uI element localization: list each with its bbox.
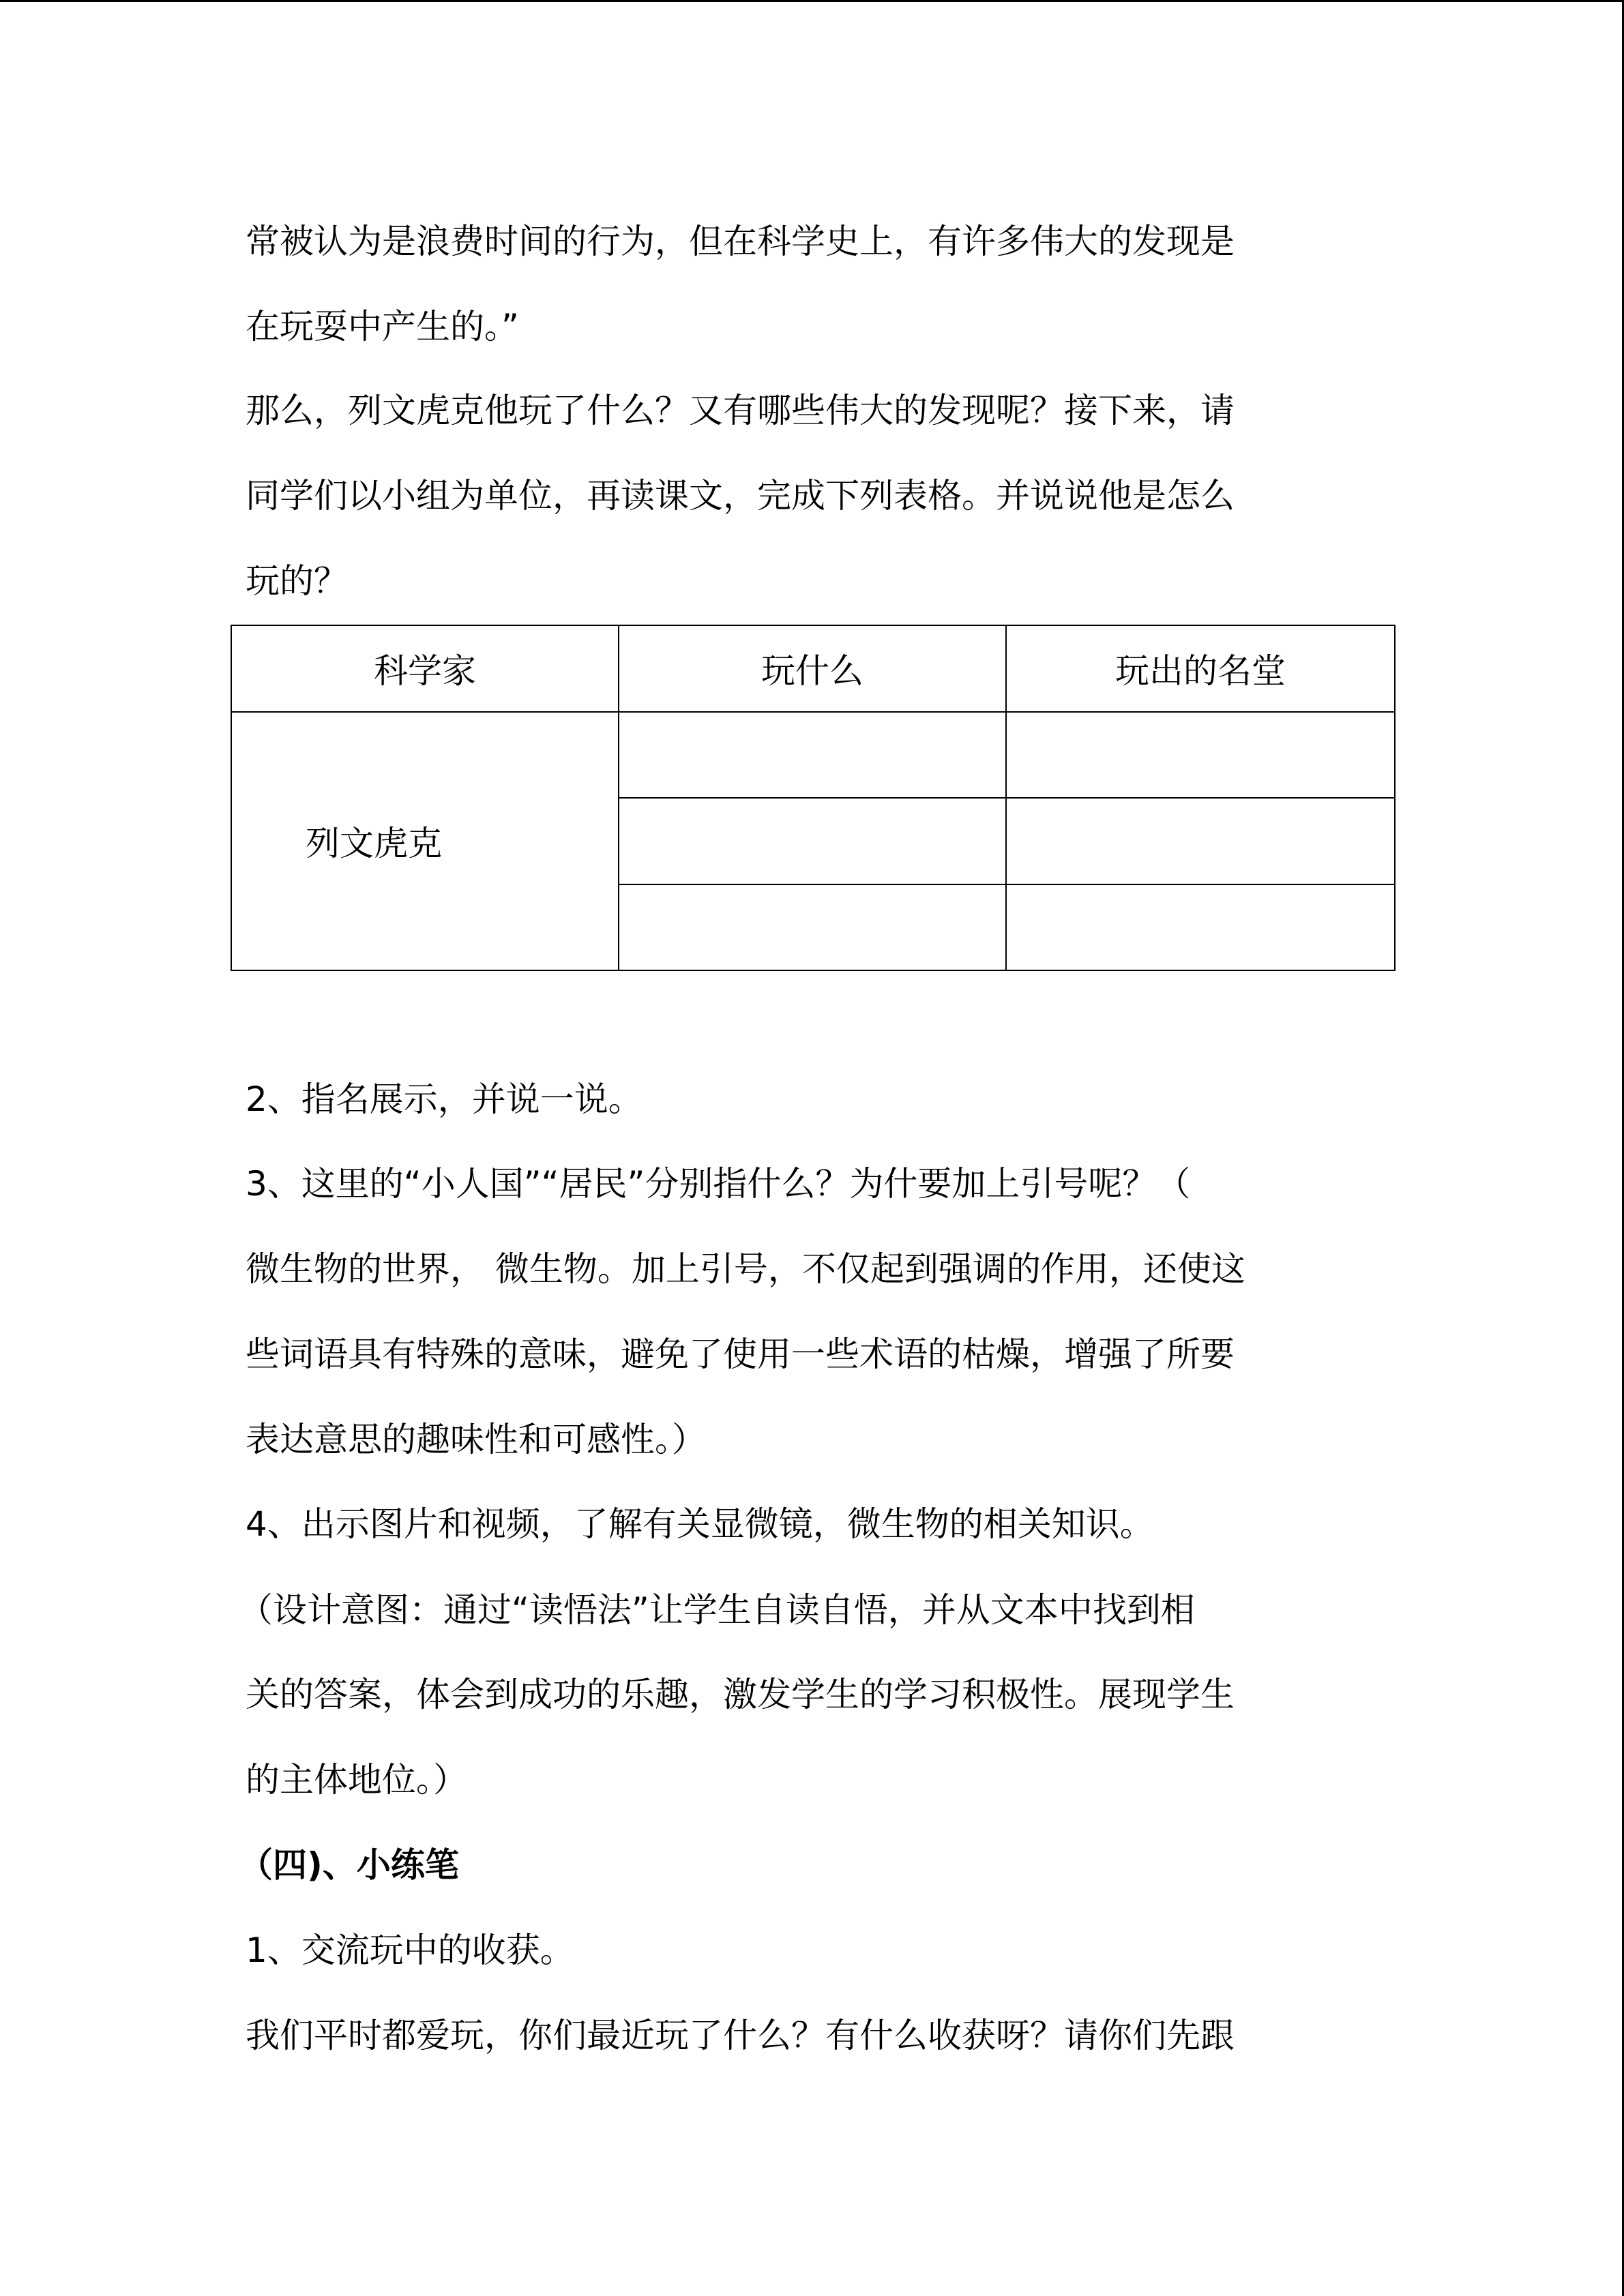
table-header-cell: 科学家 xyxy=(231,625,619,712)
table-cell-result xyxy=(1006,798,1395,884)
worksheet-table xyxy=(231,625,1394,971)
design-intent-line: 关的答案，体会到成功的乐趣，激发学生的学习积极性。展现学生 xyxy=(246,1675,1235,1714)
paragraph-line: 表达意思的趣味性和可感性。） xyxy=(246,1420,706,1459)
table-header-cell: 玩出的名堂 xyxy=(1006,625,1395,712)
paragraph-line: 1、交流玩中的收获。 xyxy=(246,1930,574,1970)
paragraph-line: 在玩耍中产生的。” xyxy=(246,307,519,346)
table-row xyxy=(231,712,1395,799)
table-cell-what xyxy=(619,798,1006,884)
paragraph-line: 些词语具有特殊的意味，避免了使用一些术语的枯燥，增强了所要 xyxy=(246,1335,1235,1374)
table-cell-result xyxy=(1006,884,1395,971)
table-cell-result xyxy=(1006,712,1395,799)
paragraph-line: 4、出示图片和视频，了解有关显微镜，微生物的相关知识。 xyxy=(246,1504,1154,1544)
section-heading: （四)、小练笔 xyxy=(239,1845,459,1885)
design-intent-line: （设计意图：通过“读悟法”让学生自读自悟，并从文本中找到相 xyxy=(239,1590,1195,1630)
paragraph-line: 我们平时都爱玩，你们最近玩了什么？有什么收获呀？请你们先跟 xyxy=(246,2016,1235,2055)
table-cell-what xyxy=(619,884,1006,971)
paragraph-line: 微生物的世界， 微生物。加上引号，不仅起到强调的作用，还使这 xyxy=(246,1249,1245,1289)
paragraph-line: 玩的？ xyxy=(246,561,348,601)
paragraph-line: 同学们以小组为单位，再读课文，完成下列表格。并说说他是怎么 xyxy=(246,476,1235,516)
paragraph-line: 那么，列文虎克他玩了什么？又有哪些伟大的发现呢？接下来，请 xyxy=(246,391,1235,430)
scientist-table xyxy=(231,625,1396,971)
table-header-row xyxy=(231,625,1395,712)
paragraph-line: 3、这里的“小人国”“居民”分别指什么？为什要加上引号呢？（ xyxy=(246,1164,1191,1204)
design-intent-line: 的主体地位。） xyxy=(246,1760,467,1800)
table-cell-what xyxy=(619,712,1006,799)
paragraph-line: 2、指名展示，并说一说。 xyxy=(246,1079,643,1119)
paragraph-line: 常被认为是浪费时间的行为，但在科学史上，有许多伟大的发现是 xyxy=(246,222,1235,261)
scientist-name-cell: 列文虎克 xyxy=(231,712,619,971)
table-header-cell: 玩什么 xyxy=(619,625,1006,712)
